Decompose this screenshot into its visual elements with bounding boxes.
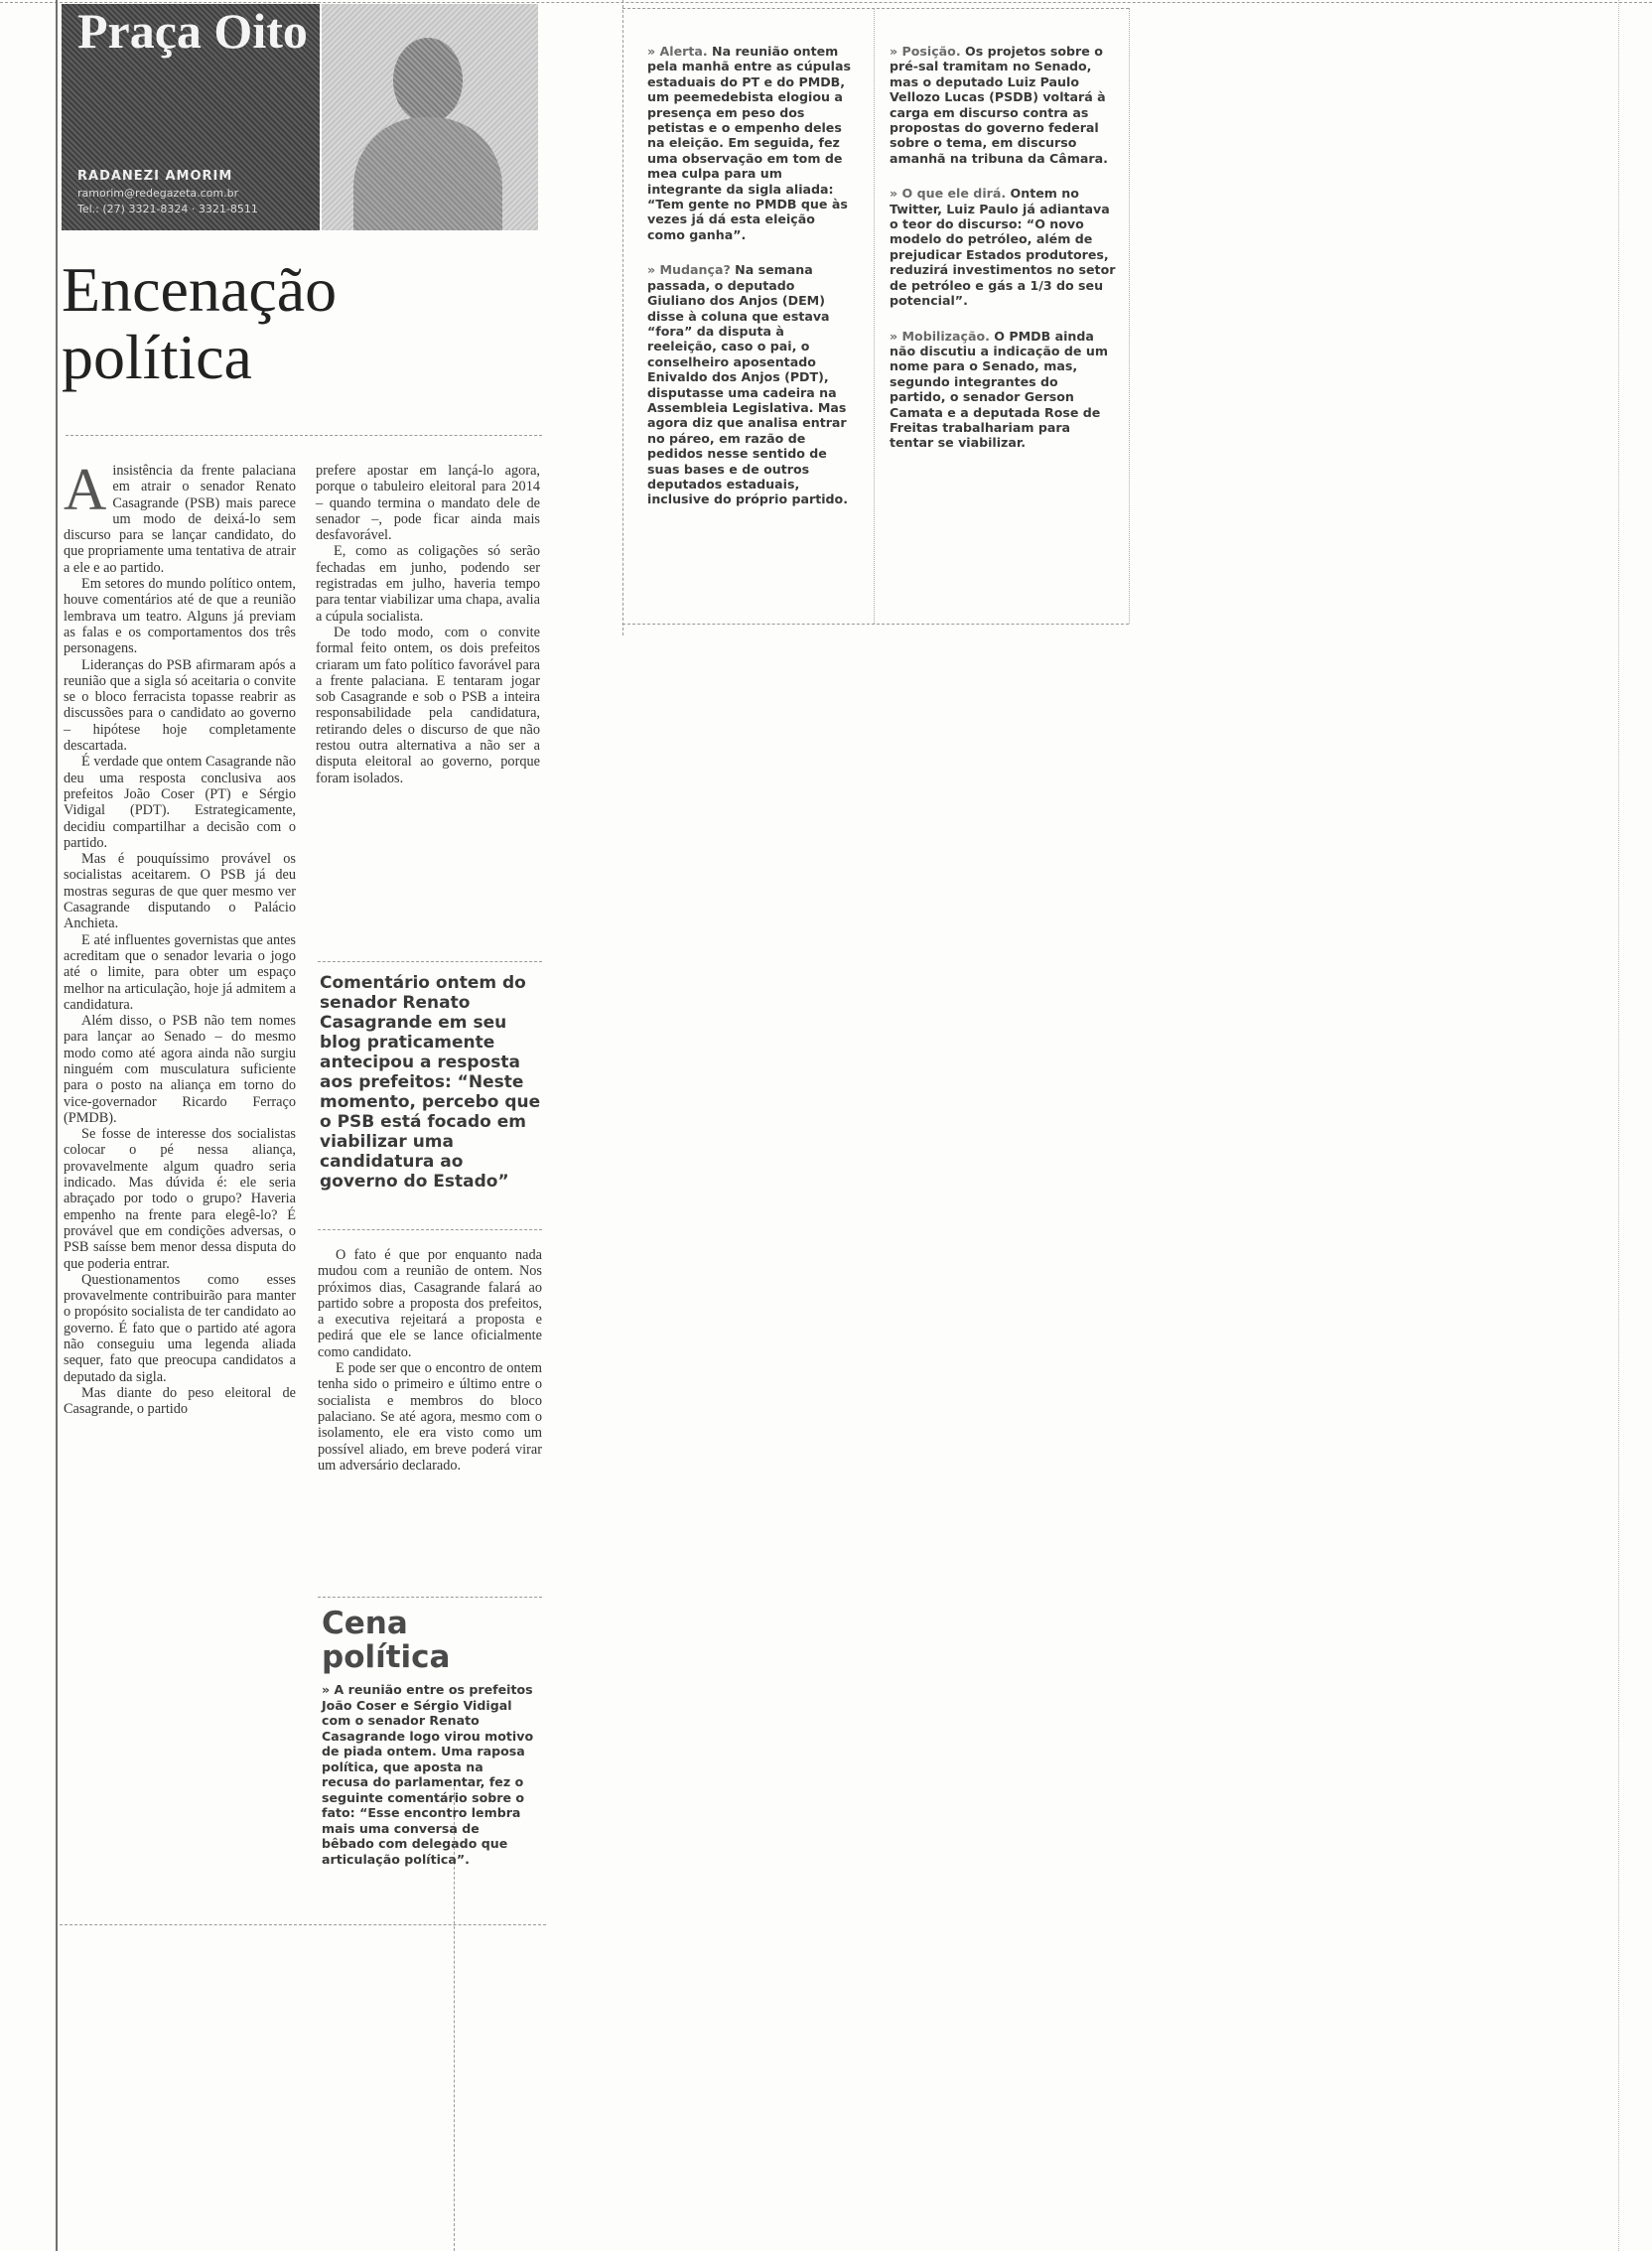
note-item bbox=[890, 44, 1118, 166]
note-text: O PMDB ainda não discutiu a indicação de um nome para o Senado, mas, segundo integrantes do partido, o senador Gerson Camata e a deputada Rose de Freitas trabalhariam para tentar se viabilizar. bbox=[890, 328, 1108, 451]
author-phone: Tel.: (27) 3321-8324 · 3321-8511 bbox=[77, 203, 258, 215]
note-lead: » Mudança? bbox=[647, 262, 731, 278]
author-email: ramorim@redegazeta.com.br bbox=[77, 187, 239, 200]
article-paragraph: prefere apostar em lançá-lo agora, porque o tabuleiro eleitoral para 2014 – quando termina o mandato dele de senador –, pode ficar ainda mais desfavorável. bbox=[316, 463, 540, 544]
note-item bbox=[890, 186, 1118, 308]
article-paragraph-text: insistência da frente palaciana em atrair o senador Renato Casagrande (PSB) mais parece um modo de deixá-lo sem discurso para se lançar candidato, do que propriamente uma tentativa de atrair a ele e ao partido. bbox=[64, 463, 296, 576]
author-photo-head bbox=[393, 38, 463, 123]
scan-line-mid bbox=[622, 0, 623, 635]
article-paragraph: E até influentes governistas que antes acreditam que o senador levaria o jogo até o limite, para obter um espaço melhor na articulação, hoje já admitem a candidatura. bbox=[64, 931, 296, 1013]
author-name: RADANEZI AMORIM bbox=[77, 169, 233, 184]
scan-fold-left bbox=[56, 0, 58, 2251]
scan-line-right bbox=[1618, 0, 1619, 2251]
pullquote-divider-top bbox=[318, 961, 542, 962]
article-column-2-continued bbox=[318, 1247, 542, 1474]
author-photo bbox=[322, 4, 538, 230]
cena-politica-title: Cena política bbox=[322, 1606, 451, 1675]
notes-divider-top bbox=[622, 8, 1129, 9]
article-paragraph: Mas diante do peso eleitoral de Casagrande, o partido bbox=[64, 1384, 296, 1418]
pullquote-divider-bottom bbox=[318, 1229, 542, 1230]
column-header bbox=[62, 4, 538, 230]
cena-divider bbox=[318, 1597, 542, 1598]
note-lead: » O que ele dirá. bbox=[890, 186, 1007, 202]
notes-column-1 bbox=[647, 44, 854, 527]
article-column-1 bbox=[64, 457, 296, 1418]
author-photo-body bbox=[353, 117, 502, 230]
article-paragraph: É verdade que ontem Casagrande não deu uma resposta conclusiva aos prefeitos João Coser (PT) e Sérgio Vidigal (PDT). Estrategicamente, decidiu compartilhar a decisão com o partido. bbox=[64, 754, 296, 851]
article-paragraph: Se fosse de interesse dos socialistas colocar o pé nessa aliança, provavelmente algum quadro seria indicado. Mas dúvida é: ele seria abraçado por todo o grupo? Haveria empenho na frente para elegê-lo? É provável que em condições adversas, o PSB saísse bem menor dessa disputa do que poderia entrar. bbox=[64, 1126, 296, 1272]
article-column-2 bbox=[316, 463, 540, 786]
article-paragraph: Questionamentos como esses provavelmente contribuirão para manter o propósito socialista de ter candidato ao governo. É fato que o partido até agora não conseguiu uma legenda aliada sequer, fato que preocupa candidatos a deputado da sigla. bbox=[64, 1271, 296, 1385]
article-paragraph: Em setores do mundo político ontem, houve comentários até de que a reunião lembrava um teatro. Alguns já previam as falas e os comportamentos dos três personagens. bbox=[64, 576, 296, 657]
note-text: Ontem no Twitter, Luiz Paulo já adiantava o teor do discurso: “O novo modelo do petróleo, além de prejudicar Estados produtores, reduzirá investimentos no setor de petróleo e gás a 1/3 do seu potencial”. bbox=[890, 186, 1116, 309]
notes-divider-bottom bbox=[622, 624, 1129, 625]
note-lead: » Mobilização. bbox=[890, 328, 990, 344]
article-paragraph: De todo modo, com o convite formal feito ontem, os dois prefeitos criaram um fato político favorável para a frente palaciana. E tentaram jogar sob Casagrande e sob o PSB a inteira responsabilidade pela candidatura, retirando deles o discurso de que não restou outra alternativa a não ser a disputa eleitoral ao governo, porque foram isolados. bbox=[316, 624, 540, 786]
article-paragraph: Lideranças do PSB afirmaram após a reunião que a sigla só aceitaria o convite se o bloco ferracista topasse reabrir as discussões para o candidato ao governo – hipótese hoje completamente descartada. bbox=[64, 656, 296, 755]
cena-politica-text: » A reunião entre os prefeitos João Coser e Sérgio Vidigal com o senador Renato Casagrande logo virou motivo de piada ontem. Uma raposa política, que aposta na recusa do parlamentar, fez o seguinte comentário sobre o fato: “Esse encontro lembra mais uma conversa de bêbado com delegado que articulação política”. bbox=[322, 1682, 534, 1867]
notes-column-2 bbox=[890, 44, 1118, 471]
note-text: Os projetos sobre o pré-sal tramitam no Senado, mas o deputado Luiz Paulo Vellozo Lucas (PSDB) voltará à carga em discurso contra as propostas do governo federal sobre o tema, em discurso amanhã na tribuna da Câmara. bbox=[890, 44, 1108, 166]
article-headline: Encenação política bbox=[62, 254, 338, 392]
note-item bbox=[647, 262, 854, 507]
article-paragraph: O fato é que por enquanto nada mudou com a reunião de ontem. Nos próximos dias, Casagrande falará ao partido sobre a proposta dos prefeitos, a executiva rejeitará a proposta e pedirá que ele se lance oficialmente como candidato. bbox=[318, 1247, 542, 1360]
article-paragraph: Além disso, o PSB não tem nomes para lançar ao Senado – do mesmo modo como até agora ainda não surgiu ninguém com musculatura suficiente para o posto na aliança em torno do vice-governador Ricardo Ferraço (PMDB). bbox=[64, 1013, 296, 1126]
note-lead: » Posição. bbox=[890, 44, 961, 59]
note-lead: » Alerta. bbox=[647, 44, 708, 59]
pull-quote: Comentário ontem do senador Renato Casagrande em seu blog praticamente antecipou a resposta aos prefeitos: “Neste momento, percebo que o PSB está focado em viabilizar uma candidatura ao governo do Estado” bbox=[320, 973, 541, 1192]
note-text: Na semana passada, o deputado Giuliano dos Anjos (DEM) disse à coluna que estava “fora” da disputa à reeleição, caso o pai, o conselheiro aposentado Enivaldo dos Anjos (PDT), disputasse uma cadeira na Assembleia Legislativa. Mas agora diz que analisa entrar no páreo, em razão de pedidos nesse sentido de suas bases e de outros deputados estaduais, inclusive do próprio partido. bbox=[647, 262, 848, 507]
note-text: Na reunião ontem pela manhã entre as cúpulas estaduais do PT e do PMDB, um peemedebista elogiou a presença em peso dos petistas e o empenho deles na eleição. Em seguida, fez uma observação em tom de mea culpa para um integrante da sigla aliada: “Tem gente no PMDB que às vezes já dá esta eleição como ganha”. bbox=[647, 44, 851, 242]
column-name: Praça Oito bbox=[77, 3, 308, 59]
note-item bbox=[890, 329, 1118, 451]
notes-column-rule bbox=[874, 8, 875, 624]
article-paragraph: E, como as coligações só serão fechadas em junho, podendo ser registradas em julho, haveria tempo para tentar viabilizar uma chapa, avalia a cúpula socialista. bbox=[316, 543, 540, 625]
article-divider-bottom bbox=[60, 1924, 546, 1925]
drop-cap: A bbox=[64, 457, 107, 522]
notes-right-rule bbox=[1129, 8, 1130, 624]
article-paragraph bbox=[64, 457, 296, 576]
column-banner bbox=[62, 4, 320, 230]
article-paragraph: E pode ser que o encontro de ontem tenha sido o primeiro e último entre o socialista e membros do bloco palaciano. Se até agora, mesmo com o isolamento, ele era visto como um possível aliado, em breve poderá virar um adversário declarado. bbox=[318, 1360, 542, 1474]
article-paragraph: Mas é pouquíssimo provável os socialistas aceitarem. O PSB já deu mostras seguras de que quer mesmo ver Casagrande disputando o Palácio Anchieta. bbox=[64, 851, 296, 932]
note-item bbox=[647, 44, 854, 242]
article-divider-top bbox=[66, 435, 542, 436]
